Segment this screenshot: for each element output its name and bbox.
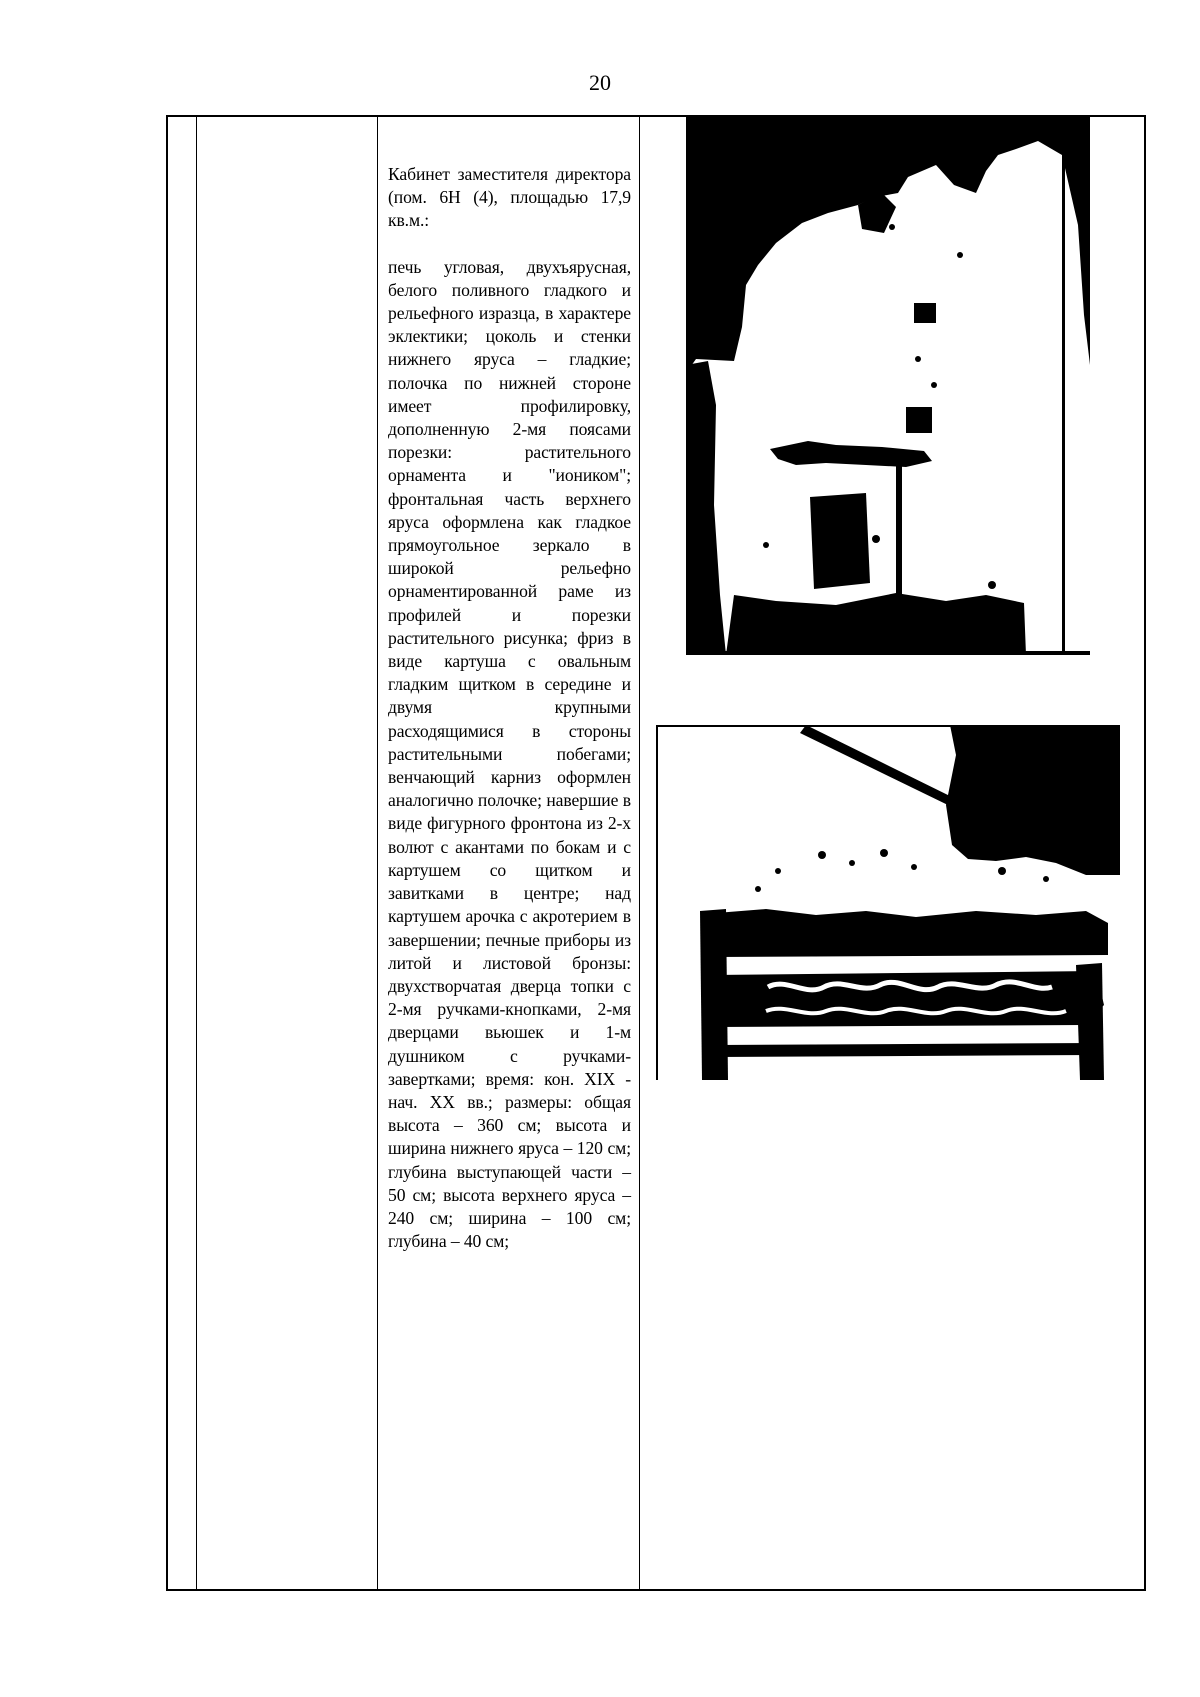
page-number: 20 [589, 70, 611, 95]
stove-overall-photo [686, 115, 1090, 655]
column-divider [196, 117, 197, 1589]
column-divider [377, 117, 378, 1589]
stove-cornice-detail-photo [656, 725, 1120, 1080]
description-cell [388, 163, 631, 1253]
stove-description: печь угловая, двухъярусная, белого поливного гладкого и рельефного изразца, в характере эклектики; цоколь и стенки нижнего яруса – гладкие; полочка по нижней стороне имеет профилировку, дополненную 2-мя поясами порезки: растительного орнамента и "иоником"; фронтальная часть верхнего яруса оформлена как гладкое прямоугольное зеркало в широкой рельефно орнаментированной раме из профилей и порезки растительного рисунка; фриз в виде картуша с овальным гладким щитком в середине и двумя крупными расходящимися в стороны растительными побегами; венчающий карниз оформлен аналогично полочке; навершие в виде фигурного фронтона из 2-х волют с акантами по бокам и с картушем со щитком и завитками в центре; над картушем арочка с акротерием в завершении; печные приборы из литой и листовой бронзы: двухстворчатая дверца топки с 2-мя ручками-кнопками, 2-мя дверцами вьюшек и 1-м душником с ручками-завертками; время: кон. XIX - нач. XX вв.; размеры: общая высота – 360 см; высота и ширина нижнего яруса – 120 см; глубина выступающей части – 50 см; высота верхнего яруса – 240 см; ширина – 100 см; глубина – 40 см; [388, 256, 631, 1252]
room-title: Кабинет заместителя директора (пом. 6Н (4), площадью 17,9 кв.м.: [388, 164, 631, 231]
column-divider [639, 117, 640, 1589]
